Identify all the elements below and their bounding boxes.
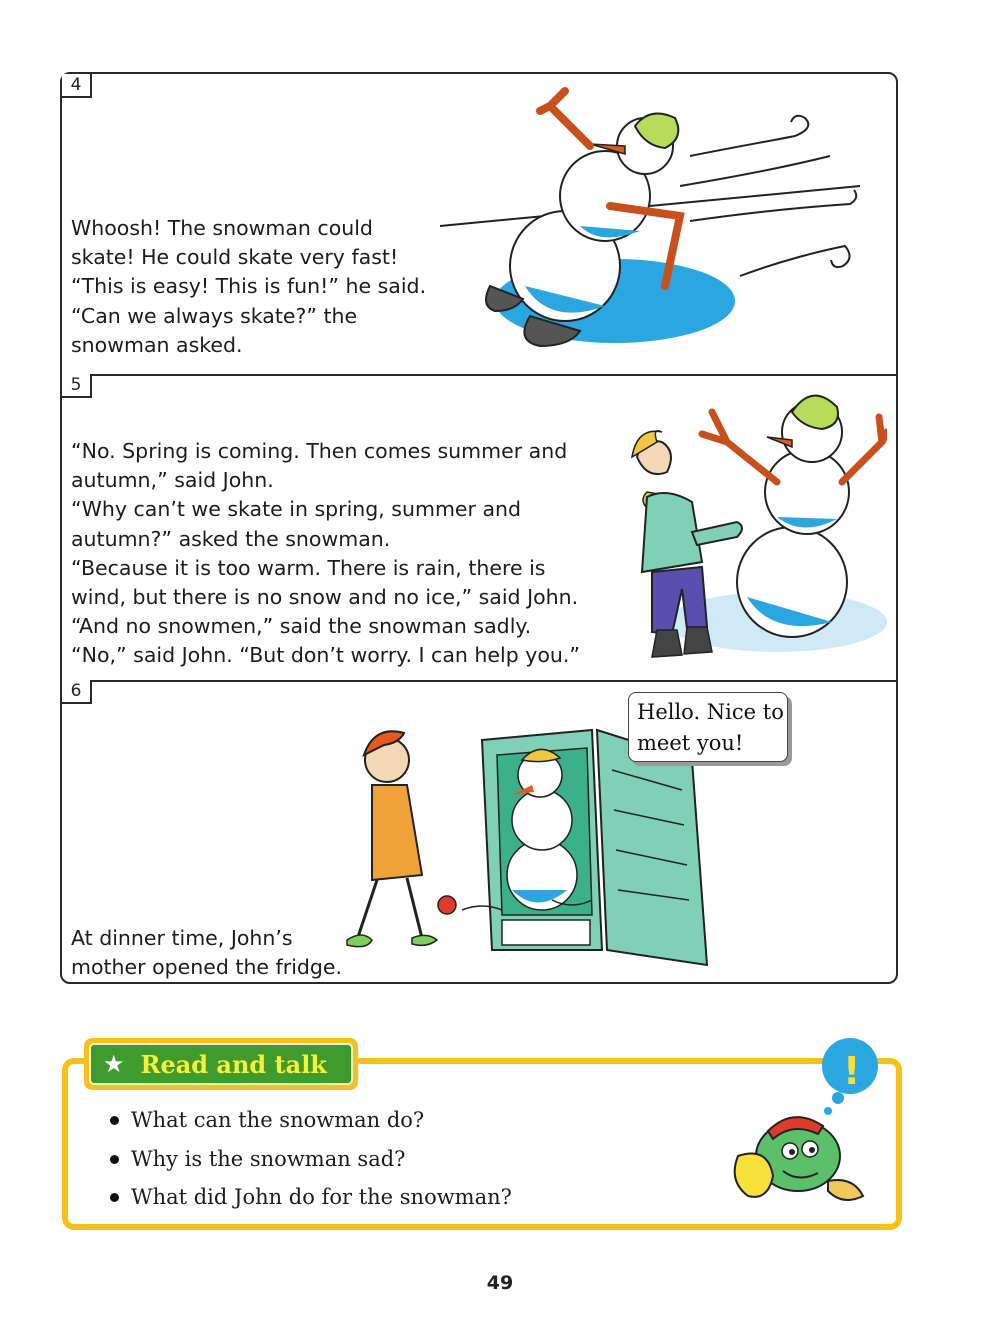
panel-number: 6: [62, 680, 92, 704]
text-line: snowman asked.: [71, 332, 243, 357]
text-line: “Because it is too warm. There is rain, there is: [71, 555, 546, 580]
turtle-mascot-illustration: [718, 1036, 898, 1206]
bullet-icon: [110, 1116, 119, 1125]
question-text: Why is the snowman sad?: [131, 1147, 406, 1171]
text-line: “Why can’t we skate in spring, summer and: [71, 497, 522, 522]
text-line: “This is easy! This is fun!” he said.: [71, 274, 427, 299]
panel-text: [71, 437, 580, 671]
story-panel-4: [62, 74, 896, 376]
text-line: mother opened the fridge.: [71, 955, 343, 980]
read-and-talk-header: [84, 1038, 358, 1090]
question-item: [110, 1108, 424, 1132]
bullet-icon: [110, 1155, 119, 1164]
text-line: Whoosh! The snowman could: [71, 216, 373, 240]
story-frame: [60, 72, 898, 984]
text-line: “No. Spring is coming. Then comes summer and: [71, 439, 568, 463]
text-line: “And no snowmen,” said the snowman sadly.: [71, 614, 532, 639]
text-line: autumn?” asked the snowman.: [71, 526, 391, 551]
story-panel-5: [62, 374, 896, 682]
panel-text: [71, 214, 426, 360]
speech-bubble: [628, 692, 788, 762]
panel-number: 4: [62, 74, 92, 98]
panel-number: 5: [62, 374, 92, 398]
text-line: “Can we always skate?” the: [71, 303, 358, 328]
page-number: 49: [486, 1272, 514, 1294]
text-line: autumn,” said John.: [71, 468, 274, 493]
bullet-icon: [110, 1193, 119, 1202]
text-line: “No,” said John. “But don’t worry. I can help you.”: [71, 643, 581, 668]
text-line: wind, but there is no snow and no ice,” said John.: [71, 585, 579, 610]
text-line: skate! He could skate very fast!: [71, 245, 399, 270]
speech-line: Hello. Nice to: [637, 700, 784, 724]
story-panel-6: [62, 680, 896, 984]
svg-text:!: !: [843, 1049, 861, 1093]
speech-line: meet you!: [637, 731, 744, 755]
question-text: What did John do for the snowman?: [131, 1185, 512, 1209]
question-item: [110, 1185, 512, 1209]
john-and-snowman-illustration: [617, 382, 887, 672]
snowman-skating-illustration: [440, 86, 880, 356]
star-icon: ★: [103, 1050, 125, 1078]
question-text: What can the snowman do?: [131, 1108, 425, 1132]
panel-text: [71, 924, 342, 982]
read-and-talk-title: Read and talk: [140, 1049, 327, 1079]
text-line: At dinner time, John’s: [71, 926, 293, 950]
question-item: [110, 1147, 405, 1171]
